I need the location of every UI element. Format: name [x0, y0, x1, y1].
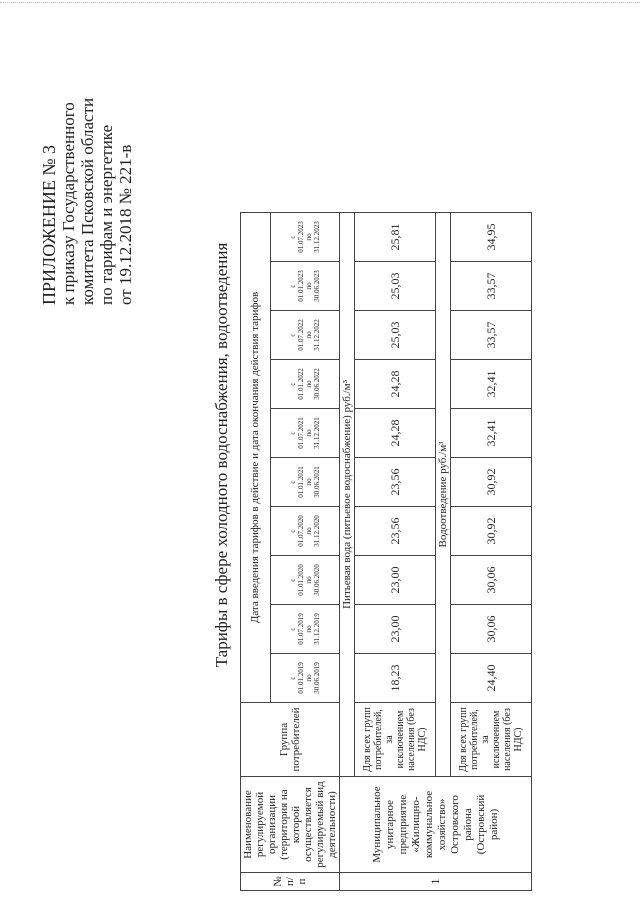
period-d2: 31.12.2020	[312, 515, 321, 547]
period-header	[270, 409, 339, 458]
period-d2: 30.06.2023	[312, 270, 321, 302]
period-to: по	[304, 282, 313, 290]
tariff-value: 24,28	[355, 409, 436, 458]
period-to: по	[304, 429, 313, 437]
tariff-value: 32,41	[451, 409, 532, 458]
period-header	[270, 507, 339, 556]
tariff-value: 25,03	[355, 262, 436, 311]
period-to: по	[304, 331, 313, 339]
period-d2: 31.12.2019	[312, 613, 321, 645]
period-d2: 31.12.2023	[312, 221, 321, 253]
tariff-value: 33,57	[451, 262, 532, 311]
period-to: по	[304, 674, 313, 682]
tariff-value: 23,56	[355, 458, 436, 507]
section-title-row	[340, 213, 355, 891]
period-from: с	[288, 382, 297, 386]
tariff-value: 34,95	[451, 213, 532, 262]
period-from: с	[288, 529, 297, 533]
period-header	[270, 213, 339, 262]
tariff-value: 30,06	[451, 556, 532, 605]
tariff-value: 23,00	[355, 605, 436, 654]
period-to: по	[304, 527, 313, 535]
period-to: по	[304, 233, 313, 241]
tariff-value: 25,81	[355, 213, 436, 262]
period-d1: 01.01.2022	[296, 368, 305, 400]
period-d1: 01.01.2019	[296, 662, 305, 694]
scan-edge	[0, 2, 640, 5]
header-organization: Наименование регулируемой организации (территория на которой осуществляется регулируемый вид деятельности)	[241, 777, 340, 873]
period-d2: 30.06.2022	[312, 368, 321, 400]
period-header	[270, 458, 339, 507]
consumer-group: Для всех групп потребителей, за исключением населения (без НДС)	[355, 703, 436, 777]
tariff-value: 32,41	[451, 360, 532, 409]
period-to: по	[304, 576, 313, 584]
period-from: с	[288, 627, 297, 631]
organization-name: Муниципальное унитарное предприятие «Жилищно-коммунальное хозяйство» Островского района (Островский район)	[340, 777, 532, 873]
tariff-table	[240, 212, 532, 891]
period-from: с	[288, 235, 297, 239]
period-d1: 01.01.2020	[296, 564, 305, 596]
tariff-value: 25,03	[355, 311, 436, 360]
period-header	[270, 360, 339, 409]
period-header	[270, 311, 339, 360]
period-from: с	[288, 480, 297, 484]
period-to: по	[304, 478, 313, 486]
appendix-title: ПРИЛОЖЕНИЕ № 3	[39, 144, 59, 305]
tariff-value: 18,23	[355, 654, 436, 703]
tariff-value: 33,57	[451, 311, 532, 360]
document-title: Тарифы в сфере холодного водоснабжения, водоотведения	[212, 242, 231, 668]
tariff-value: 24,28	[355, 360, 436, 409]
period-d2: 31.12.2021	[312, 417, 321, 449]
appendix-line: по тарифам и энергетике	[97, 124, 116, 305]
period-from: с	[288, 284, 297, 288]
period-d2: 31.12.2022	[312, 319, 321, 351]
period-d1: 01.01.2023	[296, 270, 305, 302]
header-number: № п/п	[241, 873, 340, 891]
period-from: с	[288, 578, 297, 582]
tariff-value: 24,40	[451, 654, 532, 703]
section-title: Водоотведение руб./м³	[436, 213, 451, 777]
period-d2: 30.06.2021	[312, 466, 321, 498]
period-from: с	[288, 431, 297, 435]
section-title: Питьевая вода (питьевое водоснабжение) руб./м³	[340, 213, 355, 777]
header-tariff-dates: Дата введения тарифов в действие и дата окончания действия тарифов	[241, 213, 271, 703]
period-to: по	[304, 625, 313, 633]
period-d1: 01.07.2019	[296, 613, 305, 645]
appendix-line: комитета Псковской области	[78, 97, 97, 305]
period-to: по	[304, 380, 313, 388]
period-header	[270, 556, 339, 605]
appendix-line: к приказу Государственного	[59, 102, 78, 305]
tariff-value: 23,00	[355, 556, 436, 605]
period-d1: 01.07.2021	[296, 417, 305, 449]
tariff-value: 30,06	[451, 605, 532, 654]
appendix-header	[40, 15, 135, 305]
tariff-value: 30,92	[451, 458, 532, 507]
period-d2: 30.06.2020	[312, 564, 321, 596]
period-d1: 01.07.2022	[296, 319, 305, 351]
period-from: с	[288, 333, 297, 337]
tariff-value: 30,92	[451, 507, 532, 556]
period-d1: 01.07.2023	[296, 221, 305, 253]
table-body	[340, 213, 532, 891]
row-number: 1	[340, 873, 532, 891]
period-d1: 01.07.2020	[296, 515, 305, 547]
period-header	[270, 605, 339, 654]
tariff-value: 23,56	[355, 507, 436, 556]
period-header	[270, 262, 339, 311]
period-d1: 01.01.2021	[296, 466, 305, 498]
consumer-group: Для всех групп потребителей, за исключением населения (без НДС)	[451, 703, 532, 777]
period-header	[270, 654, 339, 703]
header-consumer-group: Группа потребителей	[241, 703, 340, 777]
period-d2: 30.06.2019	[312, 662, 321, 694]
period-from: с	[288, 676, 297, 680]
appendix-order-date: от 19.12.2018 № 221-в	[116, 144, 135, 305]
